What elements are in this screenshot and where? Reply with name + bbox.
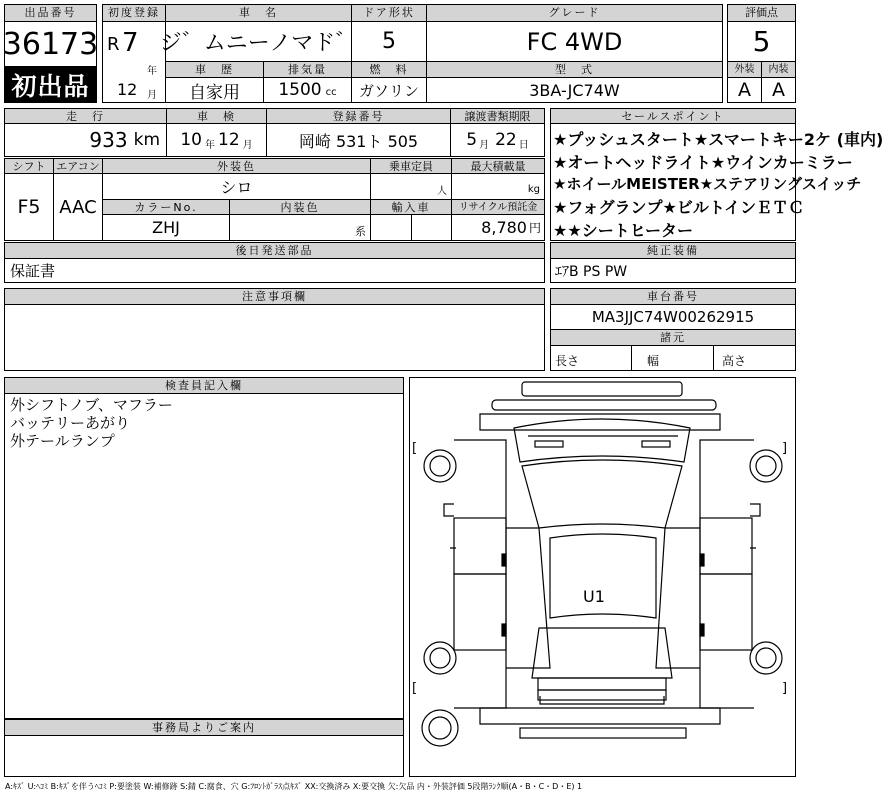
height-label: 高さ: [722, 354, 747, 368]
sales-point-item: ★プッシュスタート★スマートキー2ケ (車内): [553, 130, 883, 149]
first-reg-era: R: [107, 34, 120, 55]
month-unit: 月: [147, 90, 157, 101]
height-box: [713, 345, 796, 371]
score: 5: [727, 21, 796, 62]
mileage: 933: [89, 128, 128, 152]
transfer-month-unit: 月: [479, 139, 490, 151]
transfer-day-unit: 日: [518, 139, 529, 151]
exterior-grade: A: [727, 77, 762, 103]
import-label: 輸入車: [370, 199, 452, 215]
mileage-label: 走 行: [4, 108, 167, 124]
car-diagram: [410, 378, 795, 776]
legend: A:ｷｽﾞ U:ﾍｺﾐ B:ｷｽﾞを伴うﾍｺﾐ P:要塗装 W:補修跡 S:錆 C:腐食、穴 G:ﾌﾛﾝﾄｶﾞﾗｽ点ｷｽﾞ XX:交換済み X:要交換 欠:欠品 内・外装評価 5段階ﾗﾝｸ順(A・B・C・D・E) 1: [5, 782, 583, 791]
color-no: ZHJ: [102, 214, 230, 241]
length-box: [550, 345, 632, 371]
plate-label: 登録番号: [266, 108, 451, 124]
first-reg-year: 7: [122, 28, 139, 58]
sales-point-item: ★オートヘッドライト★ウインカーミラー: [553, 153, 853, 172]
later-parts: 保証書: [4, 258, 545, 283]
grade-label: グレード: [426, 4, 723, 22]
car-diagram-frame: [409, 377, 796, 777]
color-label: 外装色: [102, 158, 371, 174]
mileage-unit: km: [133, 130, 160, 150]
inspection-year-unit: 年: [205, 139, 215, 151]
model-code-label: 型 式: [426, 61, 723, 78]
import-divider: [411, 214, 412, 241]
color-no-label: カラーNo.: [102, 199, 230, 215]
length-label: 長さ: [555, 354, 580, 368]
displacement-box: [263, 77, 352, 103]
interior-color-unit: 系: [229, 214, 371, 241]
sales-points-label: セールスポイント: [550, 108, 796, 124]
lot-number-label: 出品番号: [4, 4, 97, 22]
displacement: 1500: [278, 80, 322, 100]
plate: 岡崎 531ト 505: [266, 123, 451, 157]
displacement-label: 排気量: [263, 61, 352, 78]
capacity-label: 乗車定員: [370, 158, 452, 174]
shift-label: シフト: [4, 158, 54, 174]
recycle: 8,780: [481, 218, 527, 237]
fuel-label: 燃 料: [351, 61, 427, 78]
damage-mark: U1: [583, 587, 605, 606]
model-code: 3BA-JC74W: [426, 77, 723, 103]
mileage-box: [4, 123, 167, 157]
notes-label: 注意事項欄: [4, 288, 545, 305]
load-unit: kg: [451, 173, 545, 200]
first-reg-month: 12: [117, 80, 138, 99]
inspector-area: [4, 393, 404, 719]
inspection-box: [166, 123, 267, 157]
year-unit: 年: [147, 66, 157, 77]
bracket-right-bottom: ]: [782, 681, 788, 696]
recycle-unit: 円: [528, 221, 541, 235]
bracket-left-bottom: [: [412, 681, 418, 696]
history: 自家用: [165, 77, 264, 103]
width-label: 幅: [647, 354, 660, 368]
exterior-grade-label: 外装: [727, 61, 762, 78]
chassis-number: MA3JJC74W00262915: [550, 304, 796, 330]
first-reg-label: 初度登録: [102, 4, 166, 22]
load-label: 最大積載量: [451, 158, 545, 174]
dimensions-label: 諸元: [550, 329, 796, 346]
chassis-label: 車台番号: [550, 288, 796, 305]
inspection-year: 10: [180, 130, 202, 150]
inspector-line: バッテリーあがり: [10, 414, 131, 432]
lot-number: 36173: [4, 21, 97, 67]
width-box: [631, 345, 714, 371]
first-reg-box: [102, 21, 166, 103]
bracket-left-top: [: [412, 441, 418, 456]
interior-grade: A: [761, 77, 796, 103]
later-parts-label: 後日発送部品: [4, 242, 545, 259]
office-area: [4, 735, 404, 777]
ac-label: エアコン: [53, 158, 103, 174]
transfer-day: 22: [495, 130, 517, 150]
fuel: ガソリン: [351, 77, 427, 103]
recycle-label: リサイクル預託金: [451, 199, 545, 215]
car-name: ジ゛ムニーノマド゛: [165, 21, 352, 62]
shift: F5: [4, 173, 54, 241]
inspection-month-unit: 月: [242, 139, 253, 151]
notes-area: [4, 304, 545, 371]
interior-grade-label: 内装: [761, 61, 796, 78]
car-name-label: 車 名: [165, 4, 352, 22]
doors-label: ドア形状: [351, 4, 427, 22]
transfer-box: [450, 123, 545, 157]
inspection-month: 12: [218, 130, 240, 150]
displacement-unit: cc: [325, 86, 337, 98]
office-label: 事務局よりご案内: [4, 719, 404, 736]
capacity-unit: 人: [370, 173, 452, 200]
doors: 5: [351, 21, 427, 62]
equipment-label: 純正装備: [550, 242, 796, 259]
sales-point-item: ★フォグランプ★ビルトインＥＴＣ: [553, 198, 805, 217]
interior-color-label: 内装色: [229, 199, 371, 215]
sales-point-item: ★★シートヒーター: [553, 221, 694, 240]
grade: FC 4WD: [426, 21, 723, 62]
history-label: 車 歴: [165, 61, 264, 78]
inspector-line: 外テールランプ: [10, 432, 115, 450]
transfer-month: 5: [466, 130, 478, 150]
bracket-right-top: ]: [782, 441, 788, 456]
transfer-label: 譲渡書類期限: [450, 108, 545, 124]
inspector-line: 外シフトノブ、マフラー: [10, 396, 173, 414]
recycle-box: [451, 214, 545, 241]
ac: AAC: [53, 173, 103, 241]
sales-point-item: ★ホイールMEISTER★ステアリングスイッチ: [553, 175, 862, 193]
color: シロ: [102, 173, 371, 200]
equipment: ｴｱB PS PW: [550, 258, 796, 283]
inspection-label: 車 検: [166, 108, 267, 124]
score-label: 評価点: [727, 4, 796, 22]
inspector-label: 検査員記入欄: [4, 377, 404, 394]
first-listing-badge: 初出品: [4, 66, 97, 103]
